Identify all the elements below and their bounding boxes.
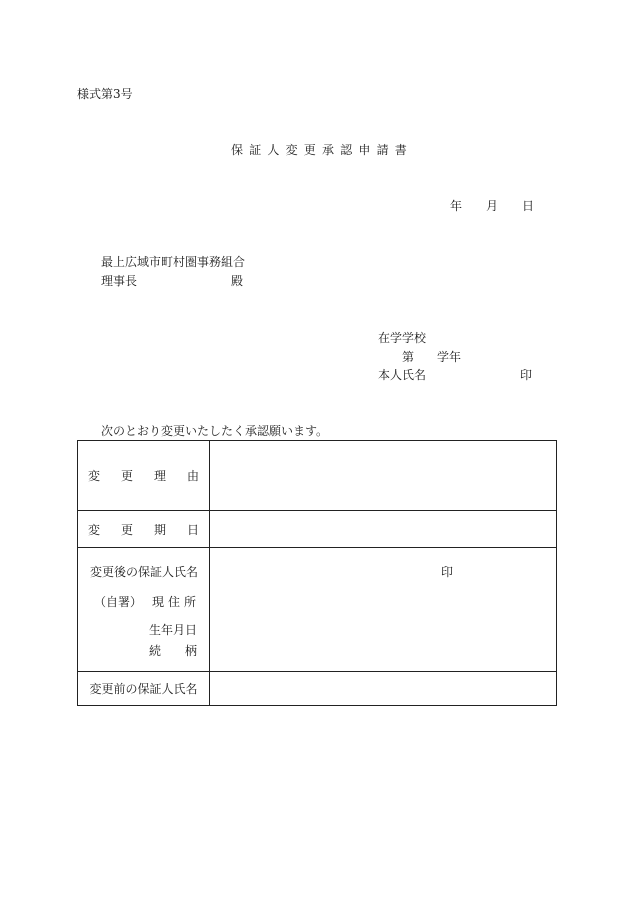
new-guarantor-value-field[interactable] [210, 548, 557, 672]
applicant-seal-mark: 印 [520, 368, 533, 382]
recipient-honorific: 殿 [231, 274, 244, 288]
recipient-position: 理事長 [101, 274, 138, 288]
date-month-label: 月 [486, 199, 499, 213]
reason-label: 変更理由 [87, 469, 220, 483]
grade-suffix: 学年 [437, 350, 462, 364]
reason-value-field[interactable] [210, 441, 557, 511]
table-row-old-guarantor [78, 672, 557, 706]
guarantor-seal-mark: 印 [441, 565, 454, 579]
old-guarantor-label-cell [78, 672, 210, 706]
new-guarantor-name-label: 変更後の保証人氏名 [90, 565, 199, 579]
change-date-value-field[interactable] [210, 511, 557, 548]
old-guarantor-value-field[interactable] [210, 672, 557, 706]
table-row-new-guarantor [78, 548, 557, 672]
reason-label-cell [78, 441, 220, 511]
change-details-table [77, 440, 557, 706]
relationship-label: 続柄 [149, 644, 222, 658]
request-text: 次のとおり変更いたしたく承認願います。 [101, 424, 329, 438]
change-date-label-cell [78, 511, 220, 548]
school-label: 在学学校 [378, 331, 427, 345]
change-date-label: 変更期日 [87, 522, 220, 537]
signature-note: （自署） [94, 595, 143, 609]
recipient-organization: 最上広域市町村圏事務組合 [101, 255, 246, 269]
new-guarantor-label-cell [78, 548, 222, 672]
birth-date-label: 生年月日 [149, 623, 198, 637]
date-year-label: 年 [450, 199, 463, 213]
date-day-label: 日 [522, 199, 535, 213]
old-guarantor-name-label: 変更前の保証人氏名 [89, 682, 198, 696]
document-title: 保証人変更承認申請書 [231, 143, 414, 157]
applicant-name-label: 本人氏名 [378, 368, 427, 382]
address-label: 現住所 [152, 595, 201, 609]
table-row-reason [78, 441, 557, 511]
form-number: 様式第3号 [77, 87, 133, 101]
table-row-change-date [78, 511, 557, 548]
grade-prefix: 第 [402, 350, 415, 364]
